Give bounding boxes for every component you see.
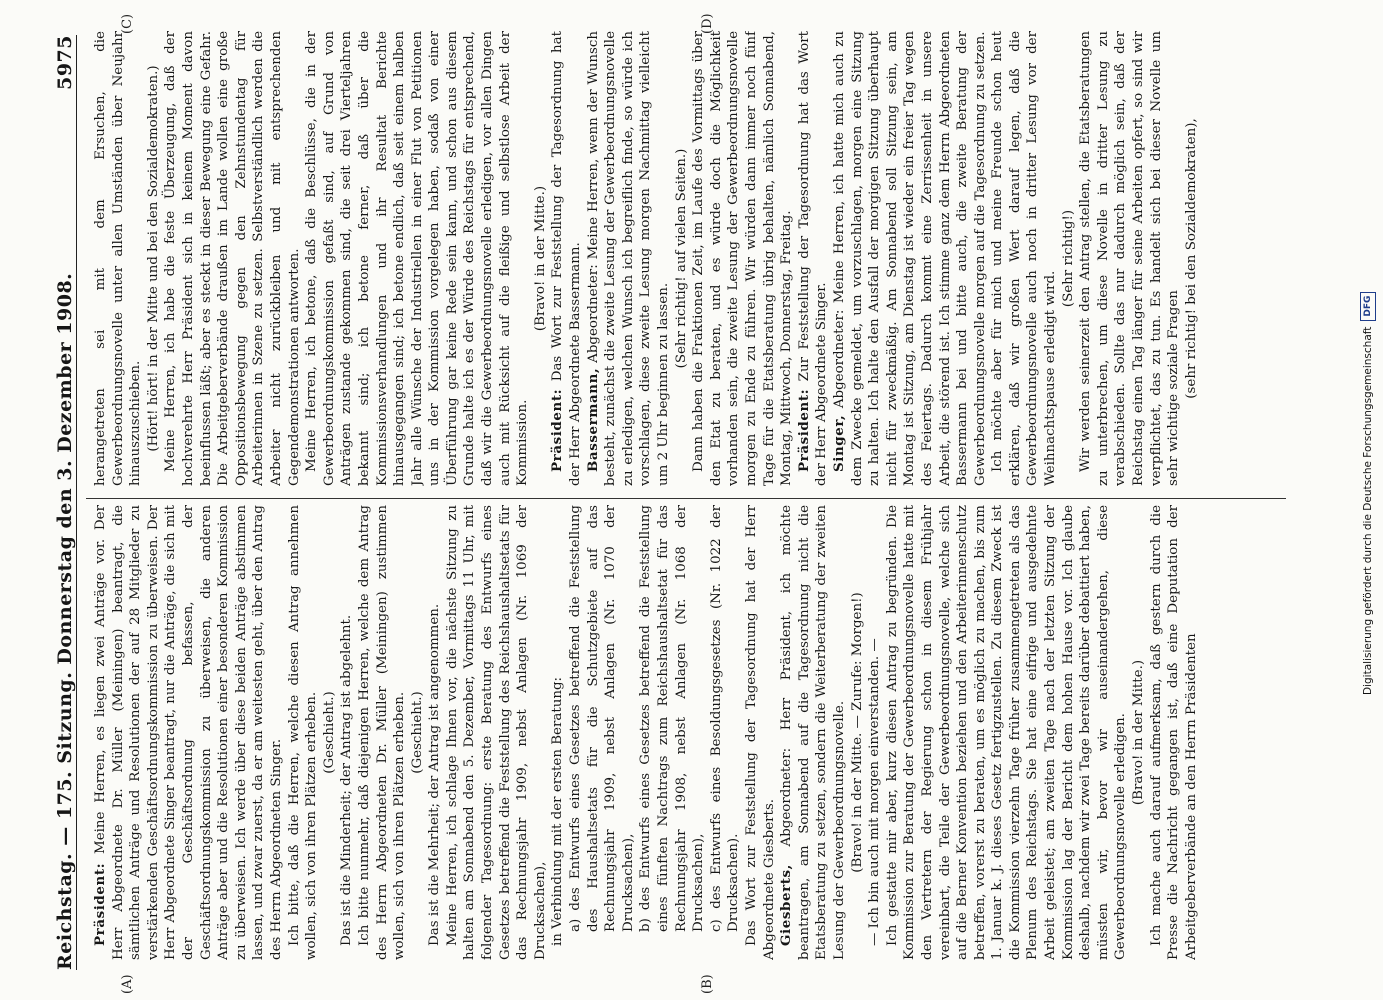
interjection: (Geschieht.) <box>409 691 425 774</box>
speaker-name: Präsident: <box>92 862 108 946</box>
running-head-title: Reichstag. — 175. Sitzung. Donnerstag den 3. Dezember 1908. <box>54 272 76 970</box>
speech-text: Abgeordneter: Meine Herren, ich hatte mich auch zu dem Zwecke gemeldet, um vorzuschlagen, morgen eine Sitzung zu halten. Ich halte den Ausfall der morgigen Sitzung überhaupt nicht für zweckmäßig. Am Sonnabend soll Sitzung sein, am Montag ist Sitzung, am Dienstag ist wieder ein freier Tag wegen des Feiertags. Dadurch kommt eine Zerrissenheit in unsere Arbeit, die störend ist. Ich stimme ganz dem Herrn Abgeordneten Bassermann bei und bitte auch, die zweite Beratung der Gewerbeordnungsnovelle morgen auf die Tagesordnung zu setzen. <box>831 31 988 486</box>
paragraph: Das ist die Mehrheit; der Antrag ist angenommen. <box>427 603 443 946</box>
speech-paragraph <box>831 31 989 486</box>
paragraph: Ich bitte, daß die Herren, welche diesen Antrag annehmen wollen, sich von ihren Plätzen erheben. <box>286 505 320 960</box>
digitization-credit <box>1357 15 1379 695</box>
paragraph: Dann haben die Fraktionen Zeit, im Laufe des Vormittags über den Etat zu beraten, und es würde doch die Möglichkeit vorhanden sein, die zweite Lesung der Gewerbeordnungsnovelle morgen zu Ende zu führen. Wir würden dann immer noch fünf Tage für die Etatsberatung übrig behalten, nämlich Sonnabend, Montag, Mittwoch, Donnerstag, Freitag. <box>691 31 795 486</box>
agenda-item: a) des Entwurfs eines Gesetzes betreffend die Feststellung des Haushaltsetats für die Schutzgebiete auf das Rechnungsjahr 1909, nebst Anlagen (Nr. 1070 der Drucksachen), <box>568 505 636 932</box>
speaker-name: Bassermann, <box>584 367 601 472</box>
paragraph: Meine Herren, ich habe die feste Überzeugung, daß der hochverehrte Herr Präsident sich in keinem Moment davon beeinflussen läßt; aber es steckt in dieser Bewegung eine Gefahr. Die Arbeitgeberverbände draußen im Lande wollen eine große Oppositionsbewegung gegen den Zehnstundentag für Arbeiterinnen in Szene zu setzen. Selbstverständlich werden die Arbeiter nicht zurückbleiben und mit entsprechenden Gegendemonstrationen antworten. <box>163 31 302 486</box>
interjection: (Hört! hört! in der Mitte und bei den Sozialdemokraten.) <box>145 65 161 452</box>
speech-text: Meine Herren, es liegen zwei Anträge vor. Der Herr Abgeordnete Dr. Müller (Meiningen) beantragt, die sämtlichen Anträge und Resolutionen der auf 28 Mitglieder zu verstärkenden Geschäftsordnungskommission zu überweisen. Der Herr Abgeordnete Singer beantragt, nur die Anträge, die sich mit der Geschäftsordnung befassen, der Geschäftsordnungskommission zu überweisen, die anderen Anträge aber und die Resolutionen einer besonderen Kommission zu überweisen. Ich werde über diese beiden Anträge abstimmen lassen, und zwar zuerst, da er am weitesten geht, über den Antrag des Herrn Abgeordneten Singer. <box>93 505 284 960</box>
speech-text: Zur Feststellung der Tagesordnung hat das Wort der Herr Abgeordnete Singer. <box>796 31 830 486</box>
paragraph: Das ist die Minderheit; der Antrag ist abgelehnt. <box>339 614 355 946</box>
speech-text: Abgeordneter: Herr Präsident, ich möchte beantragen, am Sonnabend auf die Tagesordnung nicht die Etatsberatung zu setzen, sondern die Weiterberatung der zweiten Lesung der Gewerbeordnungsnovelle. <box>779 505 847 960</box>
interjection: (sehr richtig! bei den Sozialdemokraten), <box>1183 118 1199 399</box>
speech-text: Abgeordneter: Meine Herren, wenn der Wunsch besteht, zunächst die zweite Lesung der Gewerbeordnungsnovelle zu erledigen, welchen Wunsch ich begreiflich finde, so würde ich vorschlagen, diese zweite Lesung morgen Nachmittag vielleicht um 2 Uhr beginnen zu lassen. <box>585 31 671 486</box>
margin-letter-c: (C) <box>120 13 135 34</box>
agenda-item: c) des Entwurfs eines Besoldungsgesetzes (Nr. 1022 der Drucksachen). <box>708 505 742 932</box>
interjection: (Sehr richtig! auf vielen Seiten.) <box>673 148 689 369</box>
paragraph: in Verbindung mit der ersten Beratung: <box>550 676 566 946</box>
speech-paragraph <box>796 31 831 486</box>
interjection: (Geschieht.) <box>321 691 337 774</box>
interjection: (Sehr richtig!) <box>1060 209 1076 308</box>
agenda-item: b) des Entwurfs eines Gesetzes betreffend die Feststellung eines fünften Nachtrags zum Reichshaushaltsetat für das Rechnungsjahr 1908, nebst Anlagen (Nr. 1068 der Drucksachen), <box>638 505 707 932</box>
page-number: 5975 <box>54 35 76 90</box>
speaker-name: Präsident: <box>795 388 812 472</box>
paragraph: Das Wort zur Feststellung der Tagesordnung hat der Herr Abgeordnete Giesberts. <box>743 505 777 960</box>
running-head <box>50 35 77 970</box>
dfg-logo: DFG <box>1360 292 1376 321</box>
speech-text: Das Wort zur Feststellung der Tagesordnung hat der Herr Abgeordnete Bassermann. <box>550 31 584 486</box>
right-column <box>92 31 1282 486</box>
paragraph: Ich möchte aber für mich und meine Freunde schon heut erklären, daß wir großen Wert darauf legen, daß die Gewerbeordnungsnovelle auch noch in dritter Lesung vor der Weihnachtspause erledigt wird. <box>990 31 1059 486</box>
margin-letter-d: (D) <box>700 13 715 34</box>
speech-paragraph <box>778 505 848 960</box>
paragraph: Wir werden seinerzeit den Antrag stellen, die Etatsberatungen zu unterbrechen, um diese Novelle in dritter Lesung zu verabschieden. Sollte das nur dadurch möglich sein, daß der Reichstag einen Tag länger für seine Arbeiten opfert, so sind wir verpflichtet, das zu tun. Es handelt sich bei dieser Novelle um sehr wichtige soziale Fragen <box>1078 31 1182 486</box>
paragraph: — Ich bin auch mit morgen einverstanden. — <box>867 638 883 946</box>
paragraph: Ich gestatte mir aber, kurz diesen Antrag zu begründen. Die Kommission zur Beratung der Gewerbeordnungsnovelle hatte mit den Vertretern der Regierung schon in diesem Frühjahr vereinbart, die Teile der Gewerbeordnungsnovelle, welche sich auf die Berner Konvention beziehen und den Arbeiterinnenschutz betreffen, vorerst zu beraten, um es möglich zu machen, bis zum 1. Januar k. J. dieses Gesetz fertigzustellen. Zu diesem Zweck ist die Kommission vierzehn Tage früher zusammengetreten als das Plenum des Reichstags. Sie hat eine eifrige und ausgedehnte Arbeit geleistet; am zweiten Tage nach der letzten Sitzung der Kommission lag der Bericht dem hohen Hause vor. Ich glaube deshalb, nachdem wir zwei Tage bereits darüber debattiert haben, müssten wir, bevor wir auseinandergehen, diese Gewerbeordnungsnovelle erledigen. <box>884 505 1129 960</box>
speaker-name: Giesberts, <box>778 864 795 946</box>
interjection: (Bravo! in der Mitte.) <box>1131 659 1147 806</box>
speaker-name: Singer, <box>830 414 847 472</box>
margin-letter-b: (B) <box>700 974 715 994</box>
speaker-name: Präsident: <box>549 388 566 472</box>
speech-paragraph <box>549 31 584 486</box>
paragraph: Meine Herren, ich betone, daß die Beschlüsse, die in der Gewerbeordnungskommission gefaßt sind, auf Grund von Anträgen zustande gekommen sind, die seit drei Vierteljahren bekannt sind; ich betone ferner, daß über die Kommissionsverhandlungen und ihr Resultat Berichte hinausgegangen sind; ich betone endlich, daß seit einem halben Jahr alle Wünsche der Industriellen in einer Flut von Petitionen uns in der Kommission vorgelegen haben, sodaß von einer Überführung gar keine Rede sein kann, und schon aus diesem Grunde halte ich es der Würde des Reichstags für entsprechend, daß wir die Gewerbeordnungsnovelle erledigen, vor allen Dingen auch mit Rücksicht auf die fleißige und selbstlose Arbeit der Kommission. <box>304 31 531 486</box>
paragraph: Ich bitte nunmehr, daß diejenigen Herren, welche dem Antrag des Herrn Abgeordneten Dr. Müller (Meiningen) zustimmen wollen, sich von ihren Plätzen erheben. <box>356 505 408 960</box>
left-column <box>92 505 1282 960</box>
paragraph: herangetreten sei mit dem Ersuchen, die Gewerbeordnungsnovelle unter allen Umständen über Neujahr hinauszuschieben. <box>93 31 144 486</box>
speech-paragraph <box>585 31 673 486</box>
paragraph: Meine Herren, ich schlage Ihnen vor, die nächste Sitzung zu halten am Sonnabend den 5. Dezember, Vormittags 11 Uhr, mit folgender Tagesordnung: erste Beratung des Entwurfs eines Gesetzes betreffend die Feststellung des Reichshaushaltsetats für das Rechnungsjahr 1909, nebst Anlagen (Nr. 1069 der Drucksachen), <box>444 505 548 960</box>
credit-text: Digitalisierung gefördert durch die Deutsche Forschungsgemeinschaft <box>1362 326 1374 695</box>
interjection: (Bravo! in der Mitte. — Zurufe: Morgen!) <box>849 592 865 873</box>
interjection: (Bravo! in der Mitte.) <box>532 185 548 332</box>
paragraph: Ich mache auch darauf aufmerksam, daß gestern durch die Presse die Nachricht gegangen ist, daß eine Deputation der Arbeitgeberverbände an den Herrn Präsidenten <box>1148 505 1199 960</box>
margin-letter-a: (A) <box>120 974 135 994</box>
speech-paragraph <box>92 505 286 960</box>
agenda-list <box>567 505 743 950</box>
column-divider <box>86 498 1286 499</box>
